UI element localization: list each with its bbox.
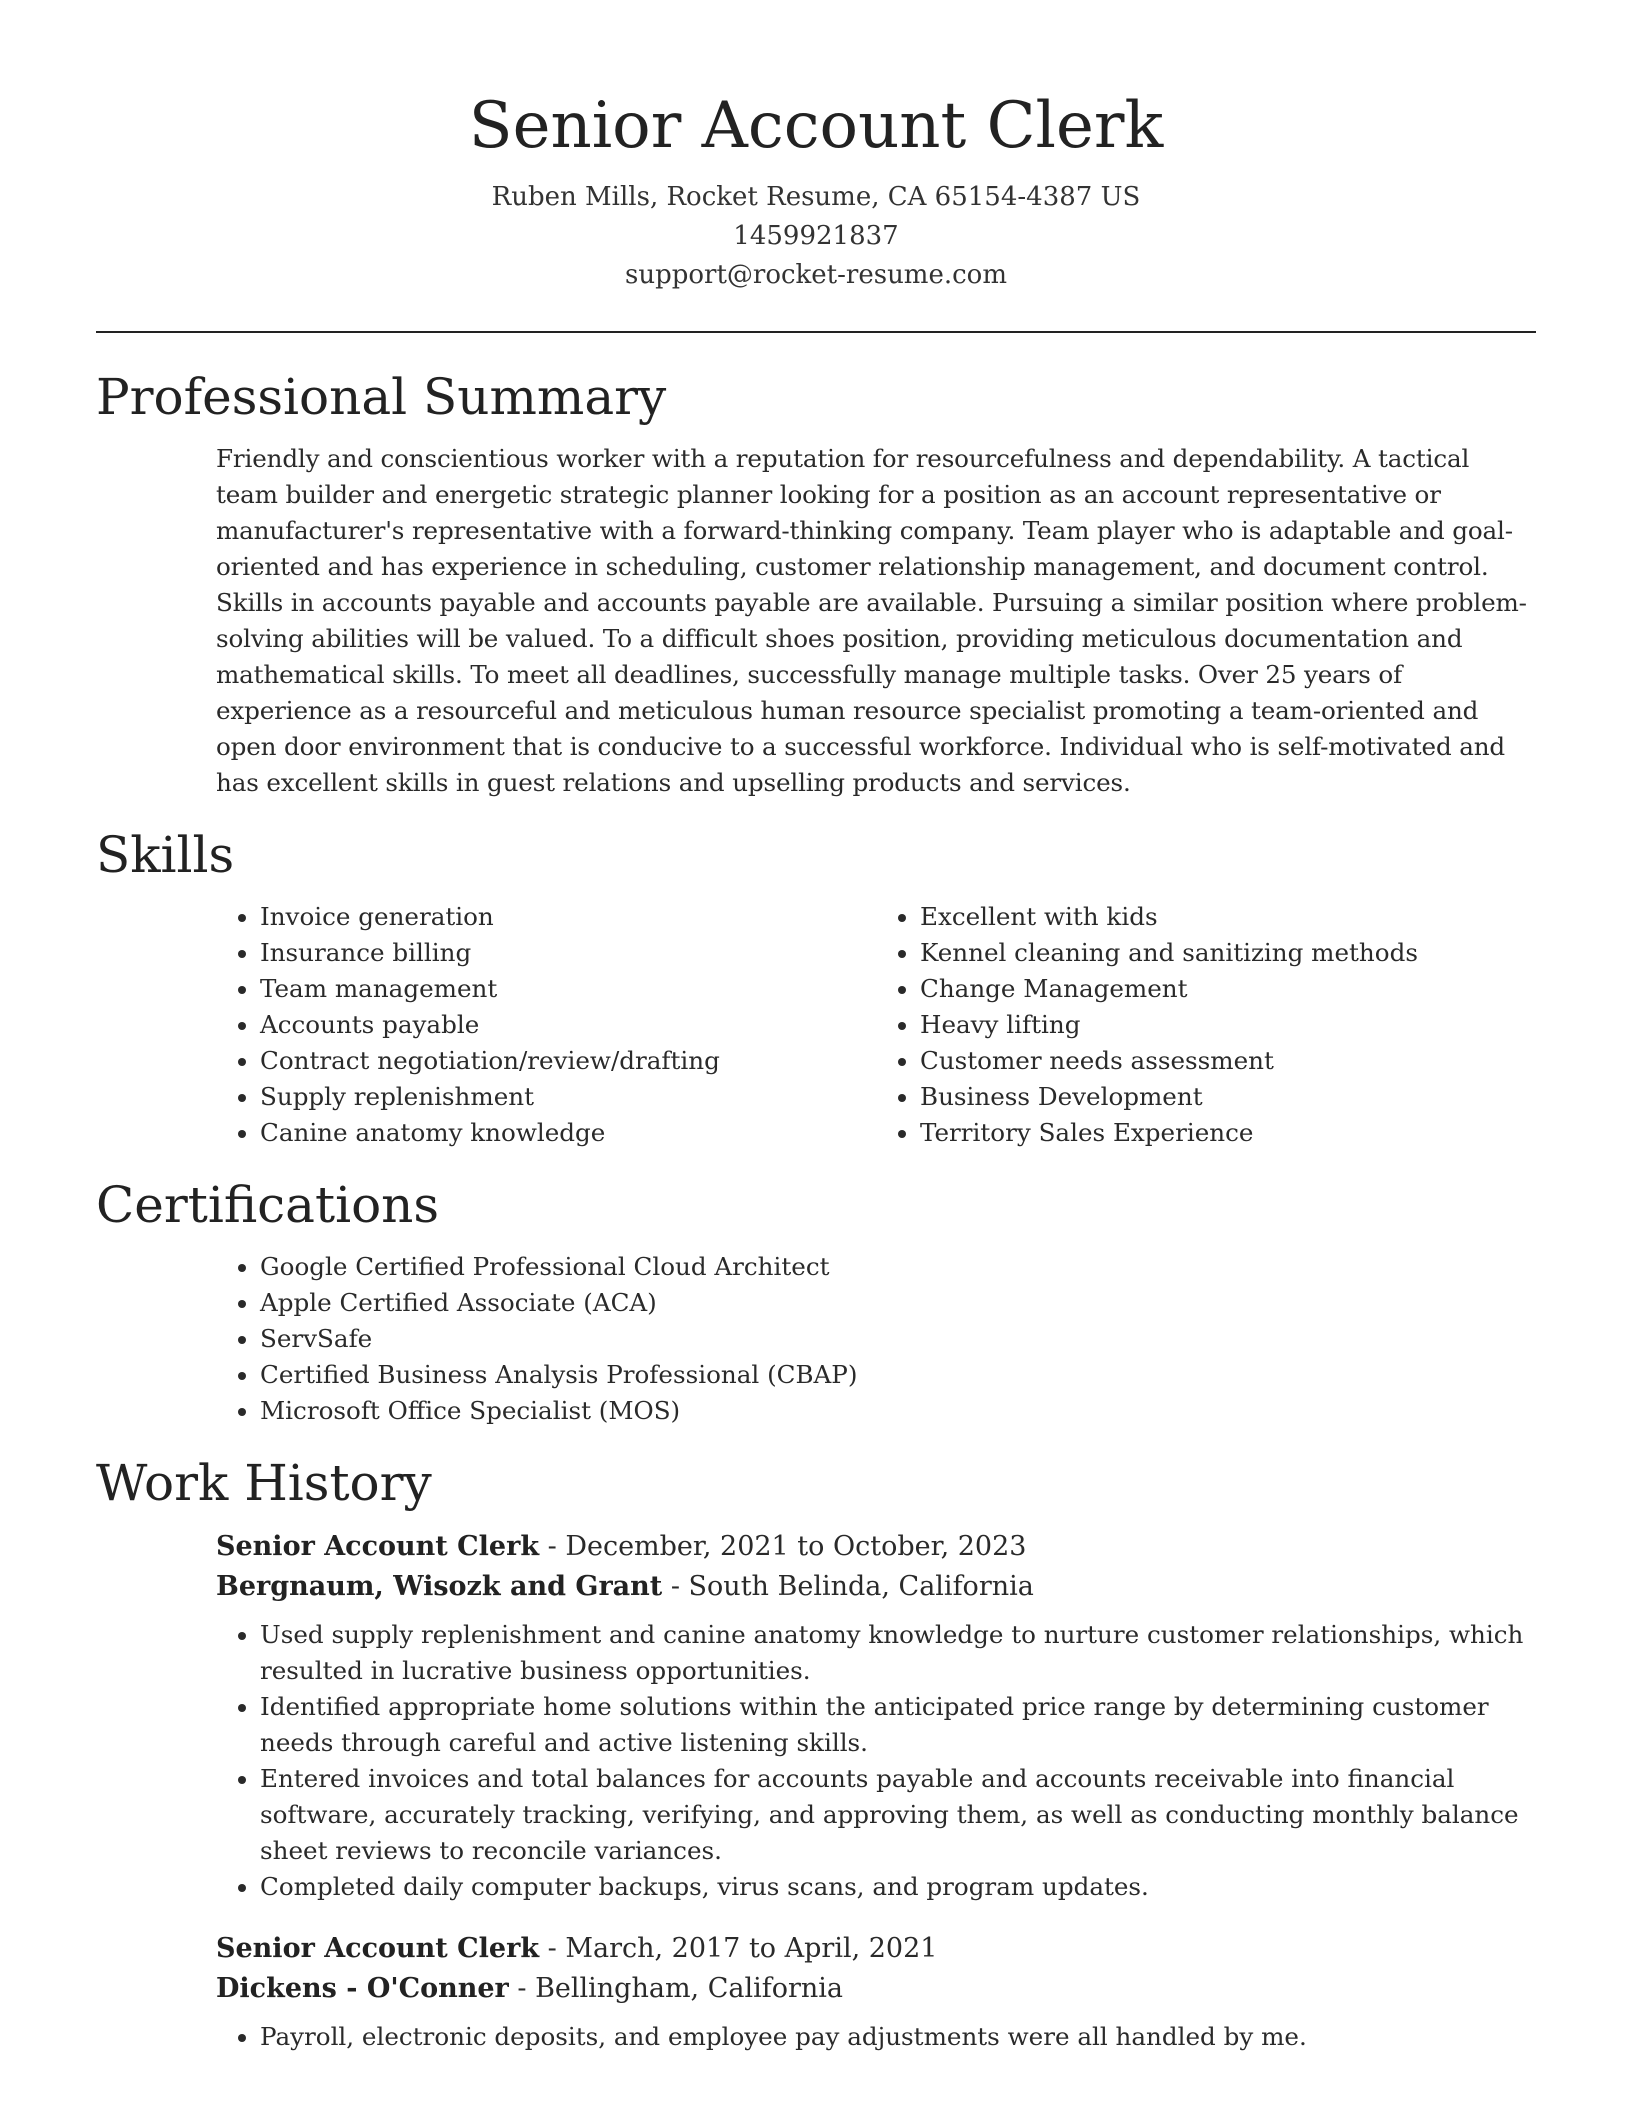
skill-item: • Canine anatomy knowledge	[260, 1115, 876, 1151]
job-company-line	[216, 1567, 1536, 1607]
work-history-section	[96, 1453, 1536, 2055]
certification-item: • Apple Certified Associate (ACA)	[260, 1285, 1536, 1321]
candidate-title: Senior Account Clerk	[468, 89, 1164, 163]
skill-item: • Insurance billing	[260, 935, 876, 971]
skill-item: • Invoice generation	[260, 899, 876, 935]
job-role: Senior Account Clerk	[216, 1933, 540, 1964]
certification-item: • ServSafe	[260, 1321, 1536, 1357]
job-bullet: • Identified appropriate home solutions within the anticipated price range by determining customer needs through careful and active listening skills.	[260, 1689, 1536, 1761]
job-dates: - December, 2021 to October, 2023	[539, 1531, 1027, 1562]
work-history-heading: Work History	[96, 1454, 432, 1512]
skill-item: • Team management	[260, 971, 876, 1007]
skill-item: • Change Management	[920, 971, 1536, 1007]
contact-phone: 1459921837	[733, 221, 899, 251]
certification-item: • Google Certified Professional Cloud Architect	[260, 1249, 1536, 1285]
job-title-line	[216, 1527, 1536, 1567]
job-bullets	[216, 1617, 1536, 1905]
job-company: Dickens - O'Conner	[216, 1973, 509, 2004]
skills-list-left	[216, 899, 876, 1151]
job-dates: - March, 2017 to April, 2021	[539, 1933, 938, 1964]
job-bullets	[216, 2019, 1536, 2055]
job-role: Senior Account Clerk	[216, 1531, 540, 1562]
skill-item: • Excellent with kids	[920, 899, 1536, 935]
summary-heading: Professional Summary	[96, 368, 667, 426]
contact-address: Ruben Mills, Rocket Resume, CA 65154-4387 US	[491, 182, 1141, 212]
job-company-line	[216, 1969, 1536, 2009]
skill-item: • Accounts payable	[260, 1007, 876, 1043]
job-bullet: • Completed daily computer backups, virus scans, and program updates.	[260, 1869, 1536, 1905]
skills-heading: Skills	[96, 826, 235, 884]
job-location: - Bellingham, California	[508, 1973, 844, 2004]
summary-section	[96, 367, 1536, 801]
skill-item: • Kennel cleaning and sanitizing methods	[920, 935, 1536, 971]
skill-item: • Territory Sales Experience	[920, 1115, 1536, 1151]
job-company: Bergnaum, Wisozk and Grant	[216, 1571, 663, 1602]
contact-email: support@rocket-resume.com	[624, 260, 1007, 290]
skill-item: • Supply replenishment	[260, 1079, 876, 1115]
skills-grid	[216, 899, 1536, 1151]
skill-item: • Contract negotiation/review/drafting	[260, 1043, 876, 1079]
skill-item: • Business Development	[920, 1079, 1536, 1115]
skill-item: • Heavy lifting	[920, 1007, 1536, 1043]
job-title-line	[216, 1929, 1536, 1969]
certifications-section	[96, 1175, 1536, 1429]
certifications-heading: Certifications	[96, 1176, 440, 1234]
certification-item: • Certified Business Analysis Professional (CBAP)	[260, 1357, 1536, 1393]
resume-header	[96, 0, 1536, 295]
job-location: - South Belinda, California	[662, 1571, 1034, 1602]
certifications-list	[216, 1249, 1536, 1429]
resume-page	[96, 0, 1536, 2055]
job-bullet: • Used supply replenishment and canine anatomy knowledge to nurture customer relationships, which resulted in lucrative business opportunities.	[260, 1617, 1536, 1689]
skills-section	[96, 825, 1536, 1151]
skill-item: • Customer needs assessment	[920, 1043, 1536, 1079]
job-entry	[216, 1527, 1536, 1905]
job-bullet: • Entered invoices and total balances for accounts payable and accounts receivable into financial software, accurately tracking, verifying, and approving them, as well as conducting monthly balance sheet reviews to reconcile variances.	[260, 1761, 1536, 1869]
contact-block	[96, 178, 1536, 295]
header-divider	[96, 331, 1536, 333]
certification-item: • Microsoft Office Specialist (MOS)	[260, 1393, 1536, 1429]
job-entry	[216, 1929, 1536, 2055]
skills-list-right	[876, 899, 1536, 1151]
job-bullet: • Payroll, electronic deposits, and employee pay adjustments were all handled by me.	[260, 2019, 1536, 2055]
summary-paragraph: Friendly and conscientious worker with a reputation for resourcefulness and dependability. A tactical team builder and energetic strategic planner looking for a position as an account representative or manufacturer's representative with a forward-thinking company. Team player who is adaptable and goal-oriented and has experience in scheduling, customer relationship management, and document control. Skills in accounts payable and accounts payable are available. Pursuing a similar position where problem-solving abilities will be valued. To a difficult shoes position, providing meticulous documentation and mathematical skills. To meet all deadlines, successfully manage multiple tasks. Over 25 years of experience as a resourceful and meticulous human resource specialist promoting a team-oriented and open door environment that is conducive to a successful workforce. Individual who is self-motivated and has excellent skills in guest relations and upselling products and services.	[216, 444, 1527, 797]
